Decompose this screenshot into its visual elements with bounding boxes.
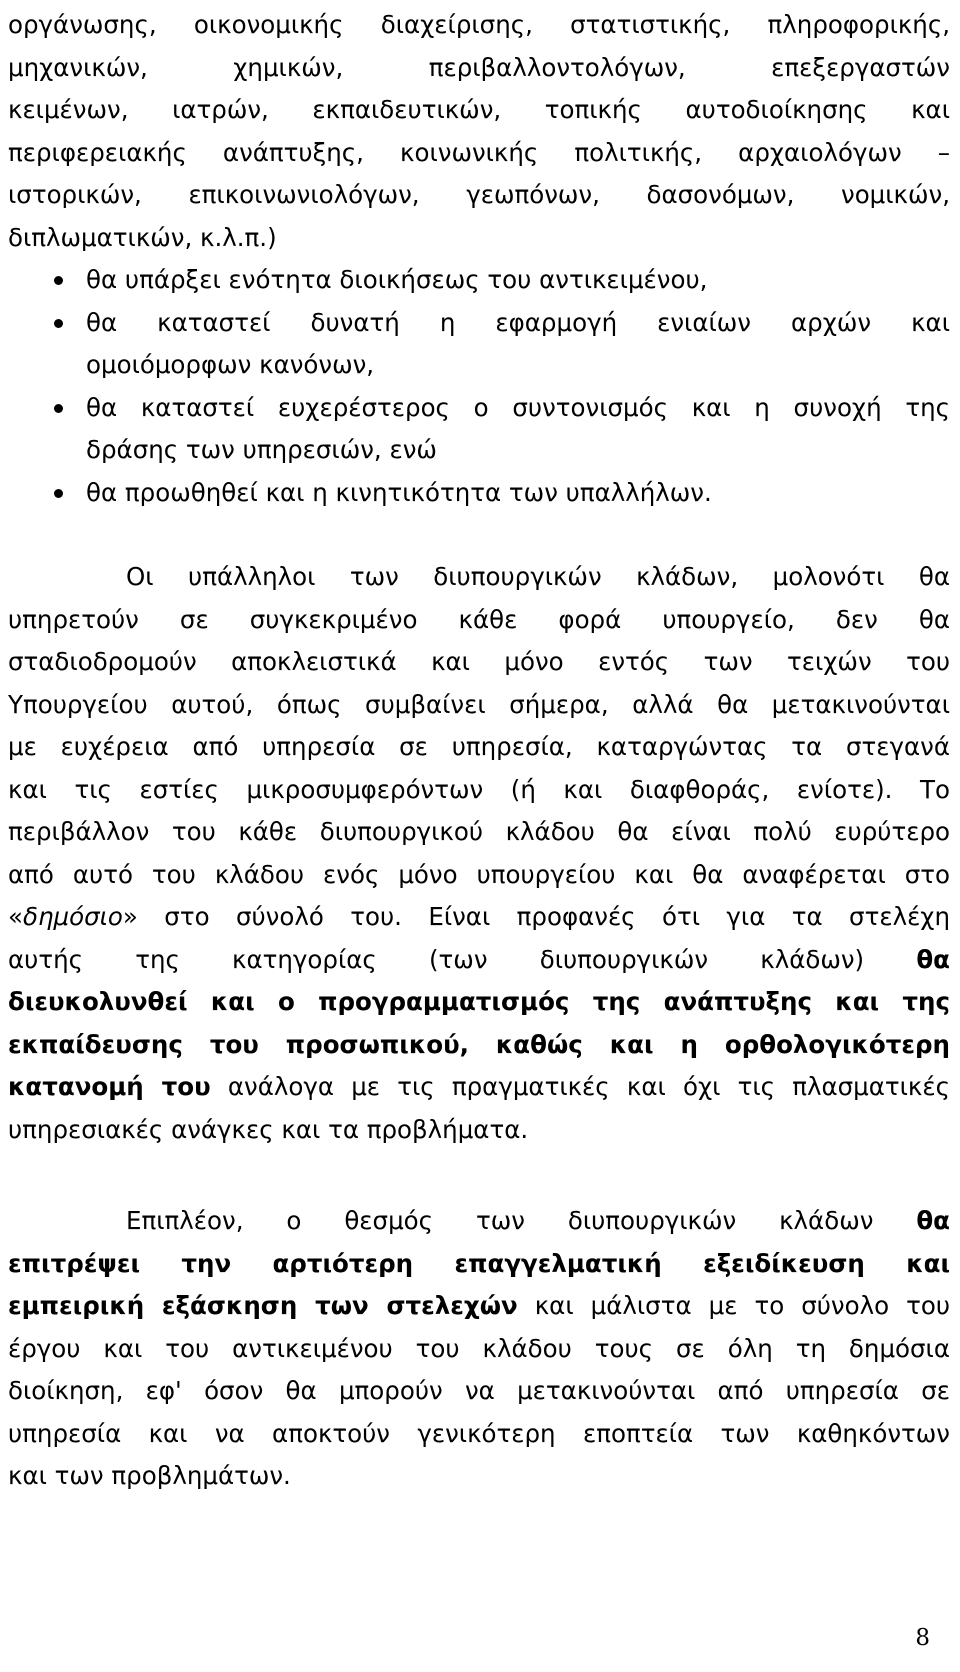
paragraph-line: περιβάλλον του κάθε διυπουργικού κλάδου θα είναι πολύ ευρύτερο [8, 817, 950, 846]
bullet-line: δράσης των υπηρεσιών, ενώ [86, 435, 437, 464]
paragraph-line [8, 939, 950, 982]
bullet-list [8, 259, 950, 514]
paragraph-line: επιτρέψει την αρτιότερη επαγγελματική εξειδίκευση και [8, 1248, 950, 1278]
paragraph-line: σταδιοδρομούν αποκλειστικά και μόνο εντός των τειχών του [8, 647, 950, 676]
intro-line: μηχανικών, χημικών, περιβαλλοντολόγων, επεξεργαστών [8, 52, 950, 82]
line-text: και μάλιστα με το σύνολο του [517, 1291, 951, 1320]
bullet-icon [54, 489, 63, 498]
intro-line: διπλωματικών, κ.λ.π.) [8, 222, 277, 252]
bullet-item [8, 387, 950, 472]
bullet-line: ομοιόμορφων κανόνων, [86, 350, 375, 379]
paragraph-line [8, 1200, 950, 1243]
paragraph-line [8, 896, 950, 939]
bullet-item [8, 472, 950, 515]
paragraph-2 [8, 1200, 950, 1498]
paragraph-line: με ευχέρεια από υπηρεσία σε υπηρεσία, καταργώντας τα στεγανά [8, 732, 950, 761]
intro-line: περιφερειακής ανάπτυξης, κοινωνικής πολιτικής, αρχαιολόγων – [8, 137, 950, 167]
paragraph-line: από αυτό του κλάδου ενός μόνο υπουργείου και θα αναφέρεται στο [8, 859, 950, 889]
italic-term: δημόσιο [23, 902, 123, 931]
paragraph-gap [8, 1151, 950, 1200]
paragraph-line: εκπαίδευσης του προσωπικού, καθώς και η ορθολογικότερη [8, 1029, 950, 1059]
line-text: ανάλογα με τις πραγματικές και όχι τις πλασματικές [210, 1072, 950, 1101]
paragraph-line: και των προβλημάτων. [8, 1461, 291, 1490]
bold-text: θα [916, 1206, 950, 1235]
paragraph-line [8, 1066, 950, 1109]
paragraph-gap [8, 514, 950, 556]
quote-close: » [122, 902, 138, 931]
bullet-line: θα καταστεί δυνατή η εφαρμογή ενιαίων αρχών και [86, 307, 950, 337]
paragraph-line: και τις εστίες μικροσυμφερόντων (ή και διαφθοράς, ενίοτε). Το [8, 774, 950, 804]
intro-line: κειμένων, ιατρών, εκπαιδευτικών, τοπικής αυτοδιοίκησης και [8, 95, 950, 124]
bullet-line: θα καταστεί ευχερέστερος ο συντονισμός και η συνοχή της [86, 392, 950, 422]
quote-open: « [8, 902, 23, 931]
paragraph-line: Οι υπάλληλοι των διυπουργικών κλάδων, μολονότι θα [126, 562, 950, 591]
bullet-icon [54, 404, 63, 413]
bullet-icon [54, 276, 63, 285]
bullet-item [8, 259, 950, 302]
intro-line: ιστορικών, επικοινωνιολόγων, γεωπόνων, δασονόμων, νομικών, [8, 180, 950, 209]
bullet-icon [54, 319, 63, 328]
paragraph-line: έργου και του αντικειμένου του κλάδου τους σε όλη τη δημόσια [8, 1333, 950, 1363]
bold-text: θα [916, 944, 950, 974]
intro-text [8, 4, 950, 259]
paragraph-line: διευκολυνθεί και ο προγραμματισμός της ανάπτυξης και της [8, 987, 950, 1016]
bold-text: εμπειρική εξάσκηση των στελεχών [8, 1291, 518, 1320]
paragraph-line: διοίκηση, εφ' όσον θα μπορούν να μετακινούνται από υπηρεσία σε [8, 1376, 950, 1405]
bold-text: κατανομή του [8, 1072, 211, 1101]
paragraph-line: υπηρετούν σε συγκεκριμένο κάθε φορά υπουργείο, δεν θα [8, 604, 950, 634]
bullet-line: θα υπάρξει ενότητα διοικήσεως του αντικειμένου, [86, 265, 708, 294]
paragraph-line: Υπουργείου αυτού, όπως συμβαίνει σήμερα, αλλά θα μετακινούνται [8, 689, 950, 719]
bullet-line: θα προωθηθεί και η κινητικότητα των υπαλλήλων. [86, 477, 712, 507]
bullet-item [8, 302, 950, 387]
paragraph-line: υπηρεσιακές ανάγκες και τα προβλήματα. [8, 1114, 529, 1144]
paragraph-1 [8, 556, 950, 1151]
line-text: στο σύνολό του. Είναι προφανές ότι για τα στελέχη [137, 902, 950, 931]
paragraph-line: υπηρεσία και να αποκτούν γενικότερη εποπτεία των καθηκόντων [8, 1418, 950, 1448]
intro-line: οργάνωσης, οικονομικής διαχείρισης, στατιστικής, πληροφορικής, [8, 10, 950, 39]
line-text: αυτής της κατηγορίας (των διυπουργικών κλάδων) [8, 944, 917, 974]
paragraph-line [8, 1285, 950, 1328]
page-number: 8 [915, 1625, 930, 1651]
line-text: Επιπλέον, ο θεσμός των διυπουργικών κλάδων [126, 1206, 917, 1235]
